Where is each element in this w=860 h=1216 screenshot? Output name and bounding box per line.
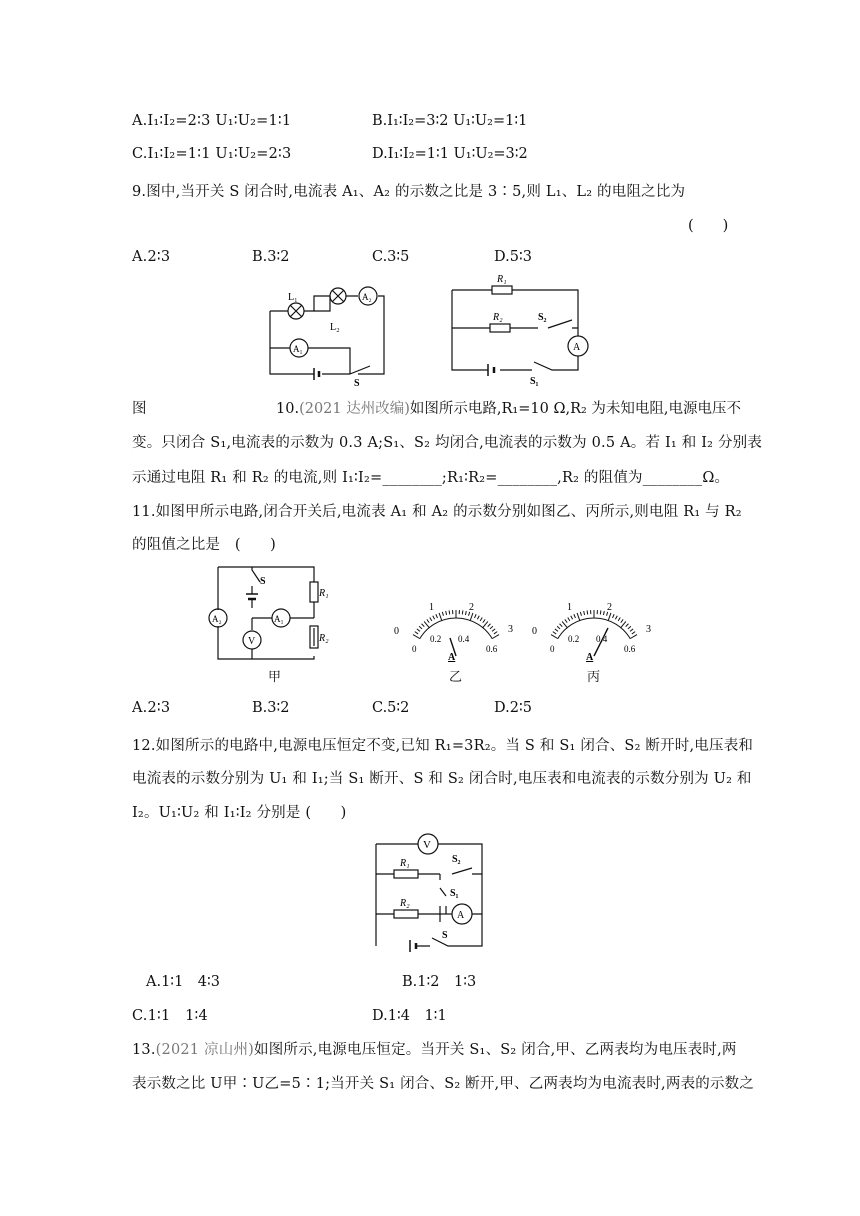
- q10-source: (2021 达州改编): [299, 401, 410, 417]
- meter-yi-outer-3: 3: [508, 624, 513, 635]
- meter-tick: [433, 616, 435, 620]
- meter-bing-inner-1: 0.2: [568, 634, 580, 644]
- label-a2: A₂: [362, 292, 372, 302]
- meter-tick: [483, 619, 485, 622]
- label-s2-q12: S₂: [452, 854, 461, 865]
- caption-jia: 甲: [268, 670, 282, 685]
- q8-option-d: D.I₁∶I₂=1∶1 U₁∶U₂=3∶2: [372, 146, 528, 162]
- q11-option-d: D.2∶5: [494, 700, 532, 716]
- q12-option-d: D.1∶4 1∶1: [372, 1008, 447, 1024]
- meter-tick: [415, 632, 418, 634]
- q13-text: 如图所示,电源电压恒定。当开关 S₁、S₂ 闭合,甲、乙两表均为电压表时,两: [254, 1042, 737, 1058]
- meter-tick: [492, 635, 499, 639]
- label-r1: R₁: [497, 274, 507, 285]
- meter-bing-inner-3: 0.6: [624, 644, 636, 654]
- meter-tick: [618, 617, 620, 620]
- q10-text: 如图所示电路,R₁=10 Ω,R₂ 为未知电阻,电源电压不: [409, 401, 742, 417]
- meter-yi-inner-0: 0: [412, 644, 417, 654]
- label-s-q12: S: [442, 930, 448, 941]
- meter-tick: [490, 626, 493, 629]
- label-v-q12: V: [423, 839, 431, 851]
- meter-tick: [419, 626, 422, 629]
- q11-option-a: A.2∶3: [132, 700, 171, 716]
- label-r1-q11: R₁: [319, 588, 329, 599]
- meter-tick: [480, 617, 482, 620]
- q11-line2: 的阻值之比是 ( ): [132, 537, 277, 553]
- label-v-q11: V: [248, 636, 256, 647]
- q11-circuit: [208, 564, 328, 664]
- meter-tick: [608, 613, 611, 621]
- meter-tick: [477, 616, 479, 620]
- meter-bing-inner-0: 0: [550, 644, 555, 654]
- q12-option-a: A.1∶1 4∶3: [146, 974, 221, 990]
- meter-yi-inner-3: 0.6: [486, 644, 498, 654]
- q10-line2: 变。只闭合 S₁,电流表的示数为 0.3 A;S₁、S₂ 均闭合,电流表的示数为 0.5 A。若 I₁ 和 I₂ 分别表: [132, 435, 763, 451]
- meter-tick: [580, 612, 581, 616]
- meter-tick: [439, 613, 442, 621]
- meter-tick: [470, 613, 473, 621]
- label-r1-q12: R₁: [400, 858, 410, 869]
- meter-tick: [568, 617, 570, 620]
- label-r2-q11: R₂: [319, 633, 329, 644]
- q12-line1: 12.如图所示的电路中,电源电压恒定不变,已知 R₁=3R₂。当 S 和 S₁ 闭合、S₂ 断开时,电压表和: [132, 738, 754, 754]
- q8-option-c: C.I₁∶I₂=1∶1 U₁∶U₂=2∶3: [132, 146, 292, 162]
- q12-circuit: [372, 832, 488, 950]
- meter-tick: [574, 614, 576, 618]
- meter-tick: [449, 610, 450, 614]
- label-a2-q11: A₂: [212, 614, 222, 624]
- q12-line3: I₂。U₁∶U₂ 和 I₁∶I₂ 分别是 ( ): [132, 805, 347, 821]
- meter-tick: [551, 635, 558, 639]
- meter-tick: [565, 619, 567, 622]
- meter-tick: [462, 610, 463, 614]
- figure-label: 图: [132, 401, 147, 417]
- q13-line1: [132, 1038, 737, 1059]
- q12-line2: 电流表的示数分别为 U₁ 和 I₁;当 S₁ 断开、S 和 S₂ 闭合时,电压表和电流表的示数分别为 U₂ 和: [132, 771, 752, 787]
- meter-tick: [465, 611, 466, 615]
- meter-tick: [603, 611, 604, 615]
- label-s1-q12: S₁: [450, 888, 459, 899]
- meter-tick: [488, 624, 491, 627]
- meter-tick: [621, 619, 623, 622]
- q11-option-b: B.3∶2: [252, 700, 290, 716]
- q10-circuit: [452, 272, 602, 387]
- meter-tick: [560, 624, 563, 627]
- q9-circuit: [262, 278, 392, 388]
- meter-tick: [436, 614, 438, 618]
- q9-question: 9.图中,当开关 S 闭合时,电流表 A₁、A₂ 的示数之比是 3∶5,则 L₁、L₂ 的电阻之比为: [132, 184, 686, 200]
- meter-tick: [577, 613, 580, 621]
- q9-answer-bracket: ( ): [688, 218, 729, 234]
- q12-option-b: B.1∶2 1∶3: [402, 974, 477, 990]
- meter-yi-outer-1: 1: [429, 602, 434, 613]
- meter-yi-outer-0: 0: [394, 626, 399, 637]
- q8-option-b: B.I₁∶I₂=3∶2 U₁∶U₂=1∶1: [372, 113, 528, 129]
- label-a1: A₁: [293, 344, 303, 354]
- meter-yi-outer-2: 2: [469, 602, 474, 613]
- meter-tick: [475, 614, 477, 618]
- meter-tick: [494, 632, 497, 634]
- q13-number: 13.: [132, 1042, 156, 1058]
- label-l1: L₁: [288, 292, 298, 303]
- meter-tick: [630, 629, 633, 631]
- meter-tick: [587, 610, 588, 614]
- meter-tick: [413, 635, 420, 639]
- q9-option-c: C.3∶5: [372, 249, 410, 265]
- meter-tick: [600, 610, 601, 614]
- meter-bing-inner-2: 0.4: [596, 634, 608, 644]
- meter-tick: [626, 624, 629, 627]
- q13-source: (2021 凉山州): [155, 1042, 254, 1058]
- q8-option-a: A.I₁∶I₂=2∶3 U₁∶U₂=1∶1: [132, 113, 292, 129]
- meter-tick: [630, 635, 637, 639]
- meter-tick: [555, 629, 558, 631]
- meter-tick: [615, 616, 617, 620]
- q10-line3: 示通过电阻 R₁ 和 R₂ 的电流,则 I₁∶I₂=________;R₁∶R₂=________,R₂ 的阻值为________Ω。: [132, 470, 730, 486]
- meter-yi: [390, 600, 520, 662]
- meter-bing-outer-0: 0: [532, 626, 537, 637]
- label-s1: S₁: [530, 376, 539, 387]
- meter-tick: [553, 632, 556, 634]
- label-a1-q11: A₁: [274, 614, 284, 624]
- meter-tick: [571, 616, 573, 620]
- label-a: A: [573, 342, 581, 353]
- meter-yi-inner-2: 0.4: [458, 634, 470, 644]
- q9-option-b: B.3∶2: [252, 249, 290, 265]
- q9-option-a: A.2∶3: [132, 249, 171, 265]
- meter-tick: [422, 624, 425, 627]
- meter-bing-unit: A: [586, 652, 594, 663]
- caption-yi: 乙: [449, 670, 463, 685]
- q11-option-c: C.5∶2: [372, 700, 410, 716]
- label-a-q12: A: [457, 910, 465, 921]
- label-l2: L₂: [330, 322, 340, 333]
- meter-bing-outer-3: 3: [646, 624, 651, 635]
- meter-yi-inner-1: 0.2: [430, 634, 442, 644]
- q12-option-c: C.1∶1 1∶4: [132, 1008, 208, 1024]
- q11-line1: 11.如图甲所示电路,闭合开关后,电流表 A₁ 和 A₂ 的示数分别如图乙、丙所示,则电阻 R₁ 与 R₂: [132, 504, 742, 520]
- meter-tick: [492, 629, 495, 631]
- meter-tick: [417, 629, 420, 631]
- q10-number: 10.: [276, 401, 300, 417]
- meter-bing-outer-2: 2: [607, 602, 612, 613]
- q10-line1: [276, 397, 741, 418]
- meter-tick: [584, 611, 585, 615]
- label-s-q11: S: [260, 576, 266, 587]
- meter-tick: [628, 626, 631, 629]
- q9-option-d: D.5∶3: [494, 249, 532, 265]
- meter-yi-unit: A: [448, 652, 456, 663]
- meter-tick: [442, 612, 443, 616]
- label-r2: R₂: [493, 312, 503, 323]
- meter-tick: [557, 626, 560, 629]
- meter-bing: [528, 600, 658, 662]
- meter-tick: [613, 614, 615, 618]
- meter-tick: [446, 611, 447, 615]
- label-s: S: [354, 378, 360, 389]
- label-s2: S₂: [538, 312, 547, 323]
- q13-line2: 表示数之比 U甲∶U乙=5∶1;当开关 S₁ 闭合、S₂ 断开,甲、乙两表均为电流表时,两表的示数之: [132, 1076, 755, 1092]
- meter-tick: [427, 619, 429, 622]
- label-r2-q12: R₂: [400, 898, 410, 909]
- meter-tick: [430, 617, 432, 620]
- meter-bing-outer-1: 1: [567, 602, 572, 613]
- caption-bing: 丙: [587, 670, 601, 685]
- meter-tick: [632, 632, 635, 634]
